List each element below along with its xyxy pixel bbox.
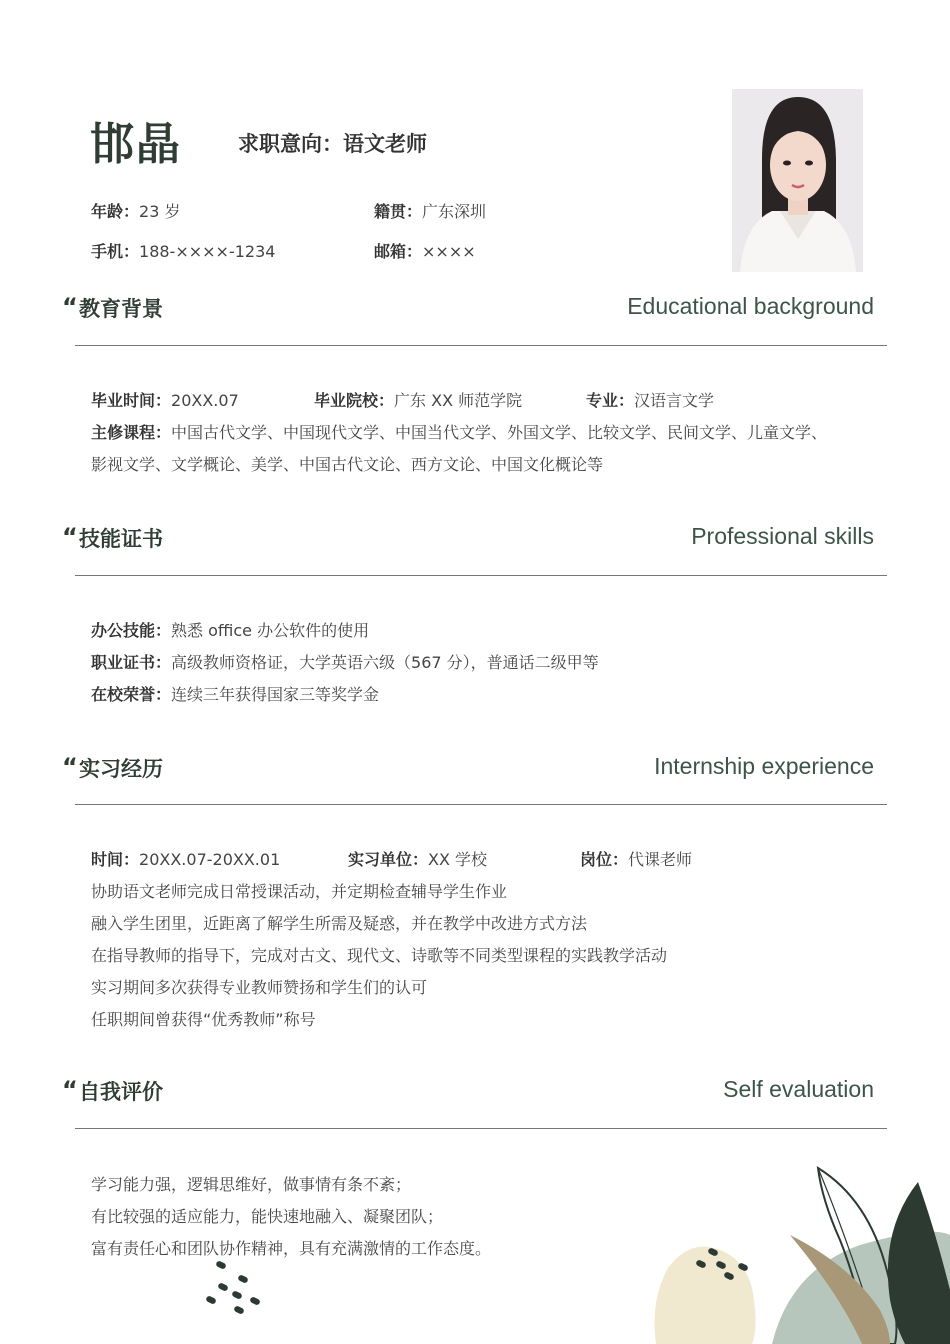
major-label: 专业： (586, 391, 635, 410)
honor-value: 连续三年获得国家三等奖学金 (171, 685, 380, 704)
grad-time-label: 毕业时间： (91, 391, 172, 410)
skills-title: 技能证书 (79, 527, 163, 551)
courses-line-2: 影视文学、文学概论、美学、中国古代文论、西方文论、中国文化概论等 (91, 455, 604, 474)
self-eval-title-en: Self evaluation (723, 1076, 874, 1102)
quote-mark-icon: “ (62, 1076, 78, 1104)
education-title-en: Educational background (627, 293, 874, 319)
intent-label: 求职意向： (238, 132, 343, 156)
email-value: ×××× (422, 242, 476, 261)
cert-value: 高级教师资格证，大学英语六级（567 分），普通话二级甲等 (171, 653, 599, 672)
intern-duty-1: 协助语文老师完成日常授课活动，并定期检查辅导学生作业 (91, 882, 508, 901)
self-eval-line-2: 有比较强的适应能力，能快速地融入、凝聚团队； (91, 1207, 444, 1226)
candidate-name: 邯晶 (90, 119, 182, 170)
intern-time-label: 时间： (91, 850, 140, 869)
age-value: 23 岁 (139, 202, 181, 221)
self-eval-title: 自我评价 (79, 1080, 163, 1104)
intern-unit-value: XX 学校 (428, 850, 488, 869)
internship-title-en: Internship experience (654, 753, 874, 779)
courses-value-1: 中国古代文学、中国现代文学、中国当代文学、外国文学、比较文学、民间文学、儿童文学、 (171, 423, 828, 442)
education-title: 教育背景 (79, 297, 163, 321)
cert-label: 职业证书： (91, 653, 172, 672)
courses-label: 主修课程： (91, 423, 172, 442)
school-label: 毕业院校： (314, 391, 395, 410)
intern-unit-label: 实习单位： (348, 850, 429, 869)
intern-time-value: 20XX.07-20XX.01 (139, 850, 281, 869)
intern-duty-4: 实习期间多次获得专业教师赞扬和学生们的认可 (91, 978, 428, 997)
intent-value: 语文老师 (343, 132, 427, 156)
major-value: 汉语言文学 (634, 391, 715, 410)
office-label: 办公技能： (91, 621, 172, 640)
grad-time-value: 20XX.07 (171, 391, 239, 410)
intern-post-label: 岗位： (580, 850, 629, 869)
phone-value: 188-××××-1234 (139, 242, 276, 261)
origin-label: 籍贯： (374, 202, 423, 221)
intern-duty-3: 在指导教师的指导下，完成对古文、现代文、诗歌等不同类型课程的实践教学活动 (91, 946, 668, 965)
quote-mark-icon: “ (62, 293, 78, 321)
intern-duty-5: 任职期间曾获得“优秀教师”称号 (91, 1010, 316, 1029)
phone-label: 手机： (91, 242, 140, 261)
quote-mark-icon: “ (62, 523, 78, 551)
office-value: 熟悉 office 办公软件的使用 (171, 621, 370, 640)
self-eval-line-3: 富有责任心和团队协作精神，具有充满激情的工作态度。 (91, 1239, 492, 1258)
quote-mark-icon: “ (62, 753, 78, 781)
skills-title-en: Professional skills (691, 523, 874, 549)
intern-duty-2: 融入学生团里，近距离了解学生所需及疑惑，并在教学中改进方式方法 (91, 914, 588, 933)
intern-post-value: 代课老师 (628, 850, 693, 869)
origin-value: 广东深圳 (422, 202, 487, 221)
email-label: 邮箱： (374, 242, 423, 261)
self-eval-line-1: 学习能力强，逻辑思维好，做事情有条不紊； (91, 1175, 412, 1194)
honor-label: 在校荣誉： (91, 685, 172, 704)
school-value: 广东 XX 师范学院 (394, 391, 523, 410)
age-label: 年龄： (91, 202, 140, 221)
internship-title: 实习经历 (79, 757, 163, 781)
